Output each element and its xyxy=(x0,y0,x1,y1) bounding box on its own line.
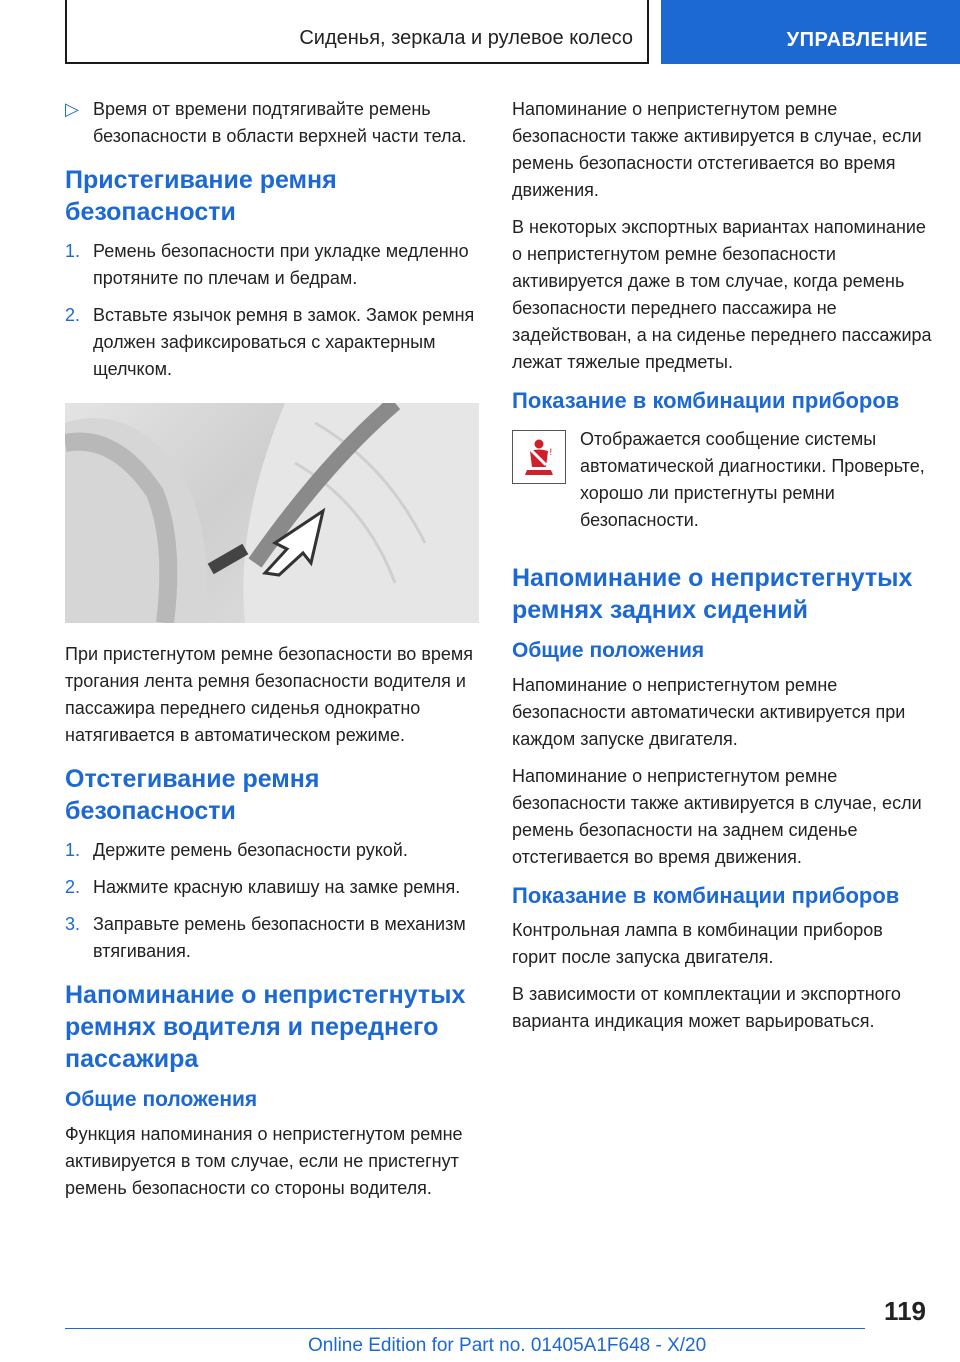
paragraph: Напоминание о непристегнутом ремне безопасности автоматически активируется при каждом запуске двигателя. xyxy=(512,675,906,749)
general-text: Функция напоминания о непристегнутом ремне активируется в том случае, если не пристегнут ремень безопасности со стороны водителя. xyxy=(65,1124,463,1198)
paragraph: В некоторых экспортных вариантах напоминание о непристегнутом ремне безопасности активируется даже в том случае, когда ремень безопасности переднего пассажира не задействован, а на сиденье переднего пассажира лежат тяжелые предметы. xyxy=(512,217,932,372)
edition-text: Online Edition for Part no. 01405A1F648 - X/20 xyxy=(308,1335,707,1356)
unfasten-step: 3. Заправьте ремень безопасности в механизм втягивания. xyxy=(65,914,466,961)
paragraph: Контрольная лампа в комбинации приборов горит после запуска двигателя. xyxy=(512,920,883,967)
heading-unfasten: Отстегивание ремня безопасности xyxy=(65,765,320,825)
display-1-text: Отображается сообщение системы автоматической диагностики. Проверьте, хорошо ли пристегнуты ремни безопасности. xyxy=(580,429,925,530)
heading-fasten: Пристегивание ремня безопасности xyxy=(65,166,337,226)
fasten-step: 2. Вставьте язычок ремня в замок. Замок ремня должен зафиксироваться с характерным щелчком. xyxy=(65,305,475,379)
paragraph: Напоминание о непристегнутом ремне безопасности также активируется в случае, если ремень безопасности на заднем сиденье отстегивается во время движения. xyxy=(512,766,922,867)
heading-general: Общие положения xyxy=(65,1088,258,1111)
footer-divider xyxy=(65,1328,865,1329)
seatbelt-warning-icon xyxy=(512,430,566,484)
section-title: Сиденья, зеркала и рулевое колесо xyxy=(299,27,633,49)
heading-display-2: Показание в комбинации приборов xyxy=(512,883,900,908)
heading-display-1: Показание в комбинации приборов xyxy=(512,388,900,413)
heading-reminder-front: Напоминание о непристегнутых ремнях водителя и переднего пассажира xyxy=(65,981,466,1073)
page-number: 119 xyxy=(884,1296,926,1326)
paragraph: Напоминание о непристегнутом ремне безопасности также активируется в случае, если ремень безопасности отстегивается во время движения. xyxy=(512,99,922,200)
warning-row xyxy=(512,422,932,544)
photo-caption: При пристегнутом ремне безопасности во время трогания лента ремня безопасности водителя и пассажира переднего сиденья однократно натягивается в автоматическом режиме. xyxy=(65,644,474,745)
intro-bullet: ▷ Время от времени подтягивайте ремень безопасности в области верхней части тела. xyxy=(65,96,479,150)
seatbelt-photo xyxy=(65,403,479,623)
heading-general-2: Общие положения xyxy=(512,639,705,662)
seat-illustration xyxy=(65,403,479,623)
right-column xyxy=(512,96,932,1045)
unfasten-step: 2. Нажмите красную клавишу на замке ремня. xyxy=(65,877,461,897)
header-section-box xyxy=(65,0,649,64)
fasten-step: 1. Ремень безопасности при укладке медленно протяните по плечам и бедрам. xyxy=(65,241,469,288)
left-column xyxy=(65,96,479,1212)
triangle-right-icon: ▷ xyxy=(65,99,79,119)
svg-text:!: ! xyxy=(549,448,553,458)
chapter-tab[interactable]: УПРАВЛЕНИЕ xyxy=(661,0,960,64)
unfasten-step: 1. Держите ремень безопасности рукой. xyxy=(65,840,408,860)
heading-reminder-rear: Напоминание о непристегнутых ремнях задних сидений xyxy=(512,564,913,624)
paragraph: В зависимости от комплектации и экспортного варианта индикация может варьироваться. xyxy=(512,984,901,1031)
